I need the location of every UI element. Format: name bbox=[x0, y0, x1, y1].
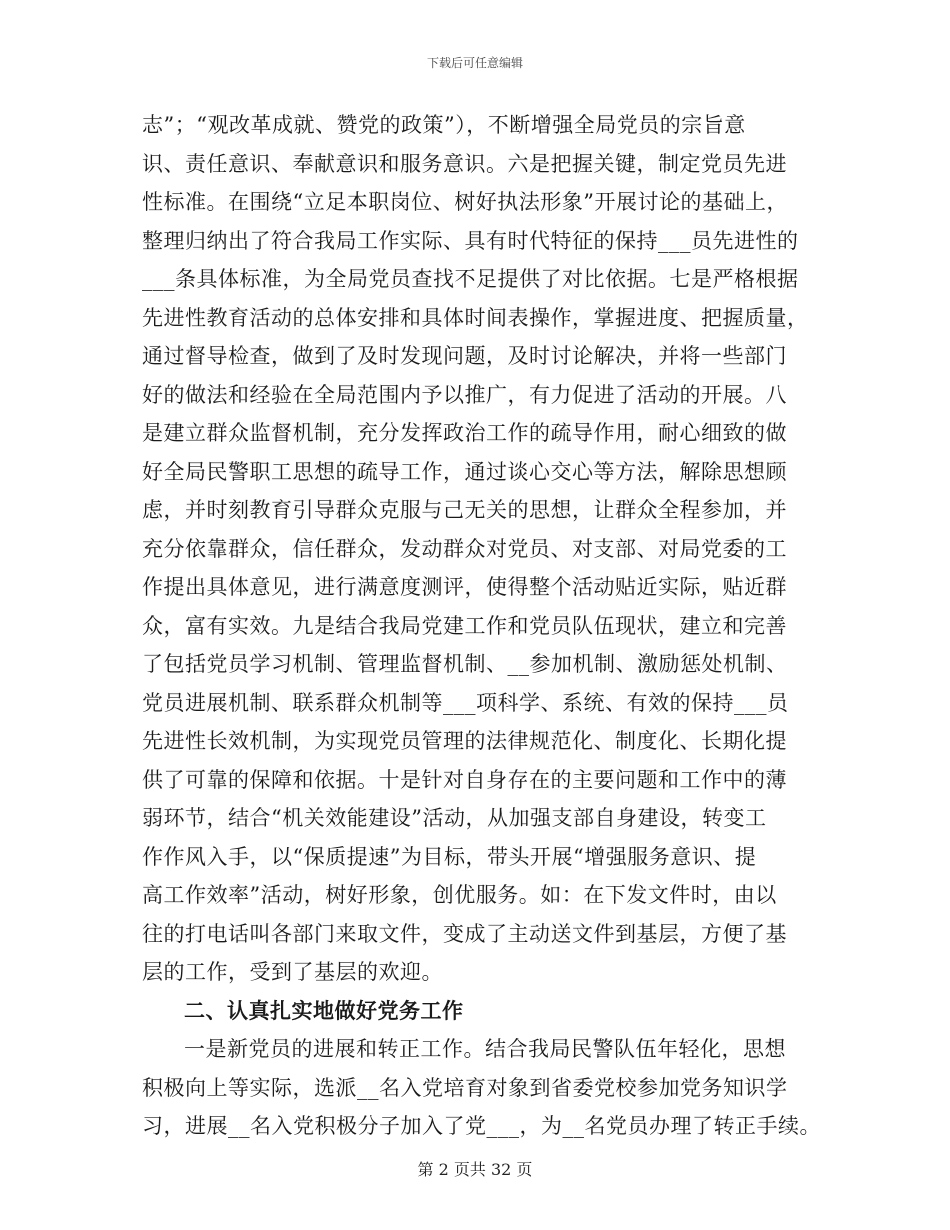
body-line: 往的打电话叫各部门来取文件，变成了主动送文件到基层，方便了基 bbox=[142, 921, 787, 946]
section-line: 积极向上等实际，选派__名入党培育对象到省委党校参加党务知识学 bbox=[142, 1075, 788, 1100]
body-line: 好全局民警职工思想的疏导工作，通过谈心交心等方法，解除思想顾 bbox=[142, 459, 787, 484]
document-body bbox=[142, 106, 822, 1146]
body-line: 虑，并时刻教育引导群众克服与己无关的思想，让群众全程参加，并 bbox=[142, 498, 787, 522]
body-line: 志”；“观改革成就、赞党的政策”），不断增强全局党员的宗旨意 bbox=[142, 113, 746, 137]
body-line: 党员进展机制、联系群众机制等___项科学、系统、有效的保持___员 bbox=[142, 690, 789, 715]
body-line: 通过督导检查，做到了及时发现问题，及时讨论解决，并将一些部门 bbox=[142, 344, 787, 368]
body-line: 整理归纳出了符合我局工作实际、具有时代特征的保持___员先进性的 bbox=[142, 228, 799, 253]
body-line: 了包括党员学习机制、管理监督机制、__参加机制、激励惩处机制、 bbox=[142, 652, 788, 676]
section-heading: 二、认真扎实地做好党务工作 bbox=[184, 997, 464, 1023]
body-line: ___条具体标准，为全局党员查找不足提供了对比依据。七是严格根据 bbox=[142, 267, 799, 291]
body-line: 作作风入手，以“保质提速”为目标，带头开展“增强服务意识、提 bbox=[142, 844, 757, 869]
body-line: 众，富有实效。九是结合我局党建工作和党员队伍现状，建立和完善 bbox=[142, 613, 787, 638]
body-line: 供了可靠的保障和依据。十是针对自身存在的主要问题和工作中的薄 bbox=[142, 767, 787, 792]
body-line: 层的工作，受到了基层的欢迎。 bbox=[142, 960, 443, 984]
body-line: 先进性长效机制，为实现党员管理的法律规范化、制度化、长期化提 bbox=[142, 729, 787, 753]
body-line: 弱环节，结合“机关效能建设”活动，从加强支部自身建设，转变工 bbox=[142, 806, 767, 830]
body-line: 好的做法和经验在全局范围内予以推广，有力促进了活动的开展。八 bbox=[142, 382, 787, 407]
body-line: 是建立群众监督机制，充分发挥政治工作的疏导作用，耐心细致的做 bbox=[142, 421, 787, 445]
section-line: 习，进展__名入党积极分子加入了党___，为__名党员办理了转正手续。 bbox=[142, 1114, 821, 1138]
body-line: 充分依靠群众，信任群众，发动群众对党员、对支部、对局党委的工 bbox=[142, 536, 787, 561]
body-line: 性标准。在围绕“立足本职岗位、树好执法形象”开展讨论的基础上， bbox=[142, 190, 788, 214]
body-line: 先进性教育活动的总体安排和具体时间表操作，掌握进度、把握质量， bbox=[142, 305, 809, 330]
page-header: 下载后可任意编辑 bbox=[426, 56, 523, 70]
page-footer: 第 2 页共 32 页 bbox=[417, 1160, 533, 1179]
body-line: 高工作效率”活动，树好形象，创优服务。如：在下发文件时，由以 bbox=[142, 883, 777, 907]
body-line: 作提出具体意见，进行满意度测评，使得整个活动贴近实际，贴近群 bbox=[142, 575, 787, 599]
body-line: 识、责任意识、奉献意识和服务意识。六是把握关键，制定党员先进 bbox=[142, 151, 787, 176]
section-line: 一是新党员的进展和转正工作。结合我局民警队伍年轻化，思想 bbox=[184, 1037, 786, 1061]
